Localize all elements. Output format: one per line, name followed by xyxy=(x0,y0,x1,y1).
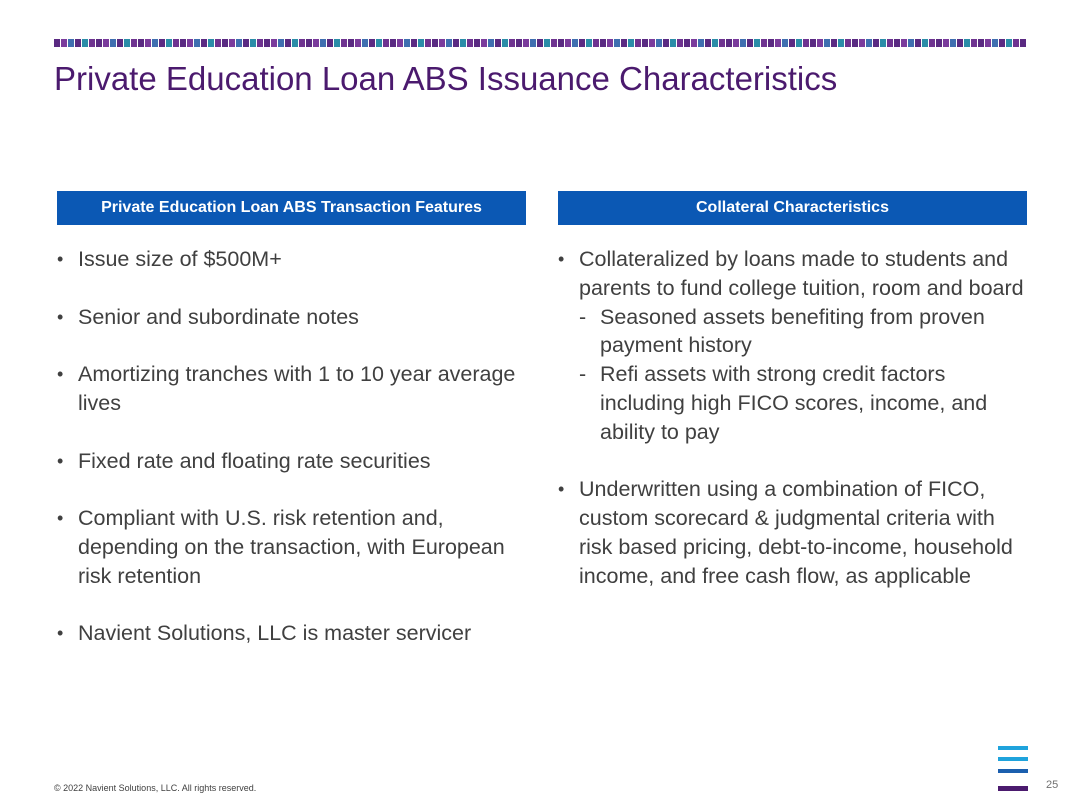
decorative-top-bar xyxy=(54,39,1027,47)
collateral-column xyxy=(558,191,1027,619)
logo-bar-light-2 xyxy=(998,757,1028,761)
page-number: 25 xyxy=(1046,779,1059,791)
list-item xyxy=(558,475,1027,590)
list-item-text: Underwritten using a combination of FICO, custom scorecard & judgmental criteria with risk based pricing, debt-to-income, household income, and free cash flow, as applicable xyxy=(579,477,1013,588)
sub-list-item: - Refi assets with strong credit factors including high FICO scores, income, and ability to pay xyxy=(579,360,1027,446)
transaction-features-column xyxy=(57,191,526,677)
list-item xyxy=(558,245,1027,447)
list-item-text: Collateralized by loans made to students and parents to fund college tuition, room and board xyxy=(579,247,1024,300)
list-item: • Navient Solutions, LLC is master servicer xyxy=(57,619,526,648)
navient-logo-icon xyxy=(998,746,1028,792)
list-item: • Amortizing tranches with 1 to 10 year average lives xyxy=(57,360,526,418)
list-item: • Compliant with U.S. risk retention and, depending on the transaction, with European risk retention xyxy=(57,504,526,590)
copyright-footer: © 2022 Navient Solutions, LLC. All rights reserved. xyxy=(54,783,257,793)
list-item: • Issue size of $500M+ xyxy=(57,245,526,274)
page-title: Private Education Loan ABS Issuance Characteristics xyxy=(54,60,838,97)
logo-bar-mid xyxy=(998,769,1028,773)
collateral-header: Collateral Characteristics xyxy=(558,191,1027,225)
logo-bar-light xyxy=(998,746,1028,750)
list-item: • Senior and subordinate notes xyxy=(57,303,526,332)
sub-list xyxy=(579,303,1027,447)
transaction-features-header: Private Education Loan ABS Transaction Features xyxy=(57,191,526,225)
list-item: • Fixed rate and floating rate securities xyxy=(57,447,526,476)
transaction-features-list xyxy=(57,245,526,648)
collateral-list xyxy=(558,245,1027,591)
sub-list-item: - Seasoned assets benefiting from proven payment history xyxy=(579,303,1027,361)
logo-bar-dark xyxy=(998,786,1028,791)
